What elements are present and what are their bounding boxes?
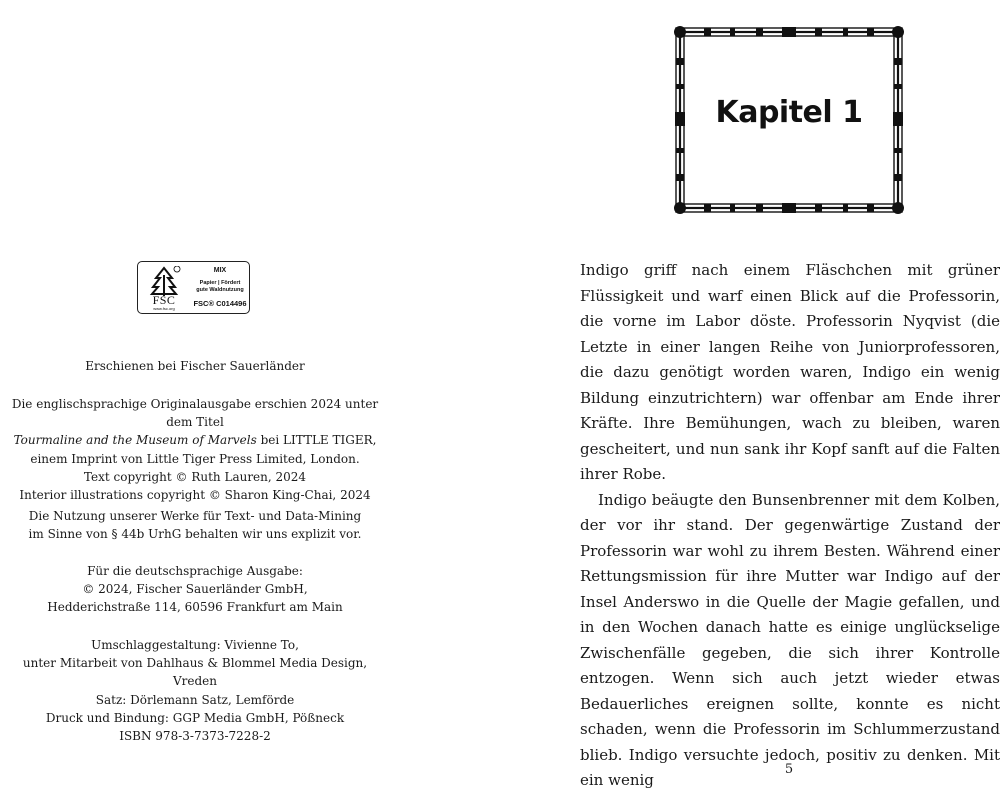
isbn: ISBN 978-3-7373-7228-2 — [119, 729, 271, 744]
body-text — [580, 258, 1000, 794]
german-edition-line-1: Für die deutschsprachige Ausgabe: — [87, 564, 303, 578]
tdm-line-1: Die Nutzung unserer Werke für Text- und Data-Mining — [28, 509, 362, 523]
imprint-line: einem Imprint von Little Tiger Press Limited, London. — [30, 451, 360, 466]
fsc-paper-label — [192, 280, 248, 293]
original-edition-line: Die englischsprachige Originalausgabe erschien 2024 unter dem Titel — [11, 397, 379, 430]
original-title-line — [0, 431, 390, 449]
fsc-paper-line-2: gute Waldnutzung — [196, 286, 244, 293]
original-edition-block — [0, 395, 390, 504]
fsc-logo — [137, 261, 250, 314]
paragraph-1: Indigo griff nach einem Fläschchen mit grüner Flüssigkeit und warf einen Blick auf die Professorin, die vorne im Labor döste. Professorin Nyqvist (die Letzte in einer langen Reihe von Juniorprofessoren, die dazu genötigt worden waren, Indigo ein wenig Bildung einzutrichtern) war offenbar am Ende ihrer Kräfte. Ihre Bemühungen, wach zu bleiben, waren gescheitert, und nun sank ihr Kopf sanft auf die Falten ihrer Robe. — [580, 261, 1000, 483]
printing: Druck und Bindung: GGP Media GmbH, Pößneck — [45, 710, 345, 725]
tdm-notice — [0, 507, 390, 543]
fsc-mix-label: MIX — [213, 267, 227, 274]
cover-design: Umschlaggestaltung: Vivienne To, — [91, 638, 299, 652]
original-title: Tourmaline and the Museum of Marvels — [13, 433, 257, 448]
tdm-line-2: im Sinne von § 44b UrhG behalten wir uns explizit vor. — [28, 527, 362, 542]
publisher-text: Erschienen bei Fischer Sauerländer — [85, 359, 305, 373]
original-publisher: bei LITTLE TIGER, — [256, 433, 377, 448]
fsc-mark: FSC — [152, 293, 176, 307]
paragraph-2: Indigo beäugte den Bunsenbrenner mit dem Kolben, der vor ihr stand. Der gegenwärtige Zustand der Professorin war wohl zu ihrem Besten. Während einer Rettungsmission für ihre Mutter war Indigo auf der Insel Anderswo in die Quelle der Magie gefallen, und in den Wochen danach hatte es einige unglückselige Zwischenfälle gegeben, die sich ihrer Kontrolle entzogen. Wenn sich auch jetzt wieder etwas Bedauerliches ereignen sollte, konnte es nicht schaden, wenn die Professorin im Schlummerzustand blieb. Indigo versuchte jedoch, positiv zu denken. Mit ein wenig — [580, 490, 1000, 789]
publisher-line — [0, 357, 390, 375]
german-edition-line-2: © 2024, Fischer Sauerländer GmbH, — [82, 582, 308, 597]
text-copyright: Text copyright © Ruth Lauren, 2024 — [83, 469, 307, 484]
typesetting: Satz: Dörlemann Satz, Lemförde — [95, 692, 295, 707]
fsc-website: www.fsc.org — [153, 306, 175, 311]
fsc-paper-line-1: Papier | Fördert — [199, 280, 241, 286]
right-page — [500, 0, 1000, 800]
page-number: 5 — [784, 762, 794, 777]
credits-block — [0, 636, 390, 745]
illustration-copyright: Interior illustrations copyright © Sharon King-Chai, 2024 — [19, 488, 371, 503]
chapter-title: Kapitel 1 — [715, 95, 863, 130]
german-edition-line-3: Hedderichstraße 114, 60596 Frankfurt am Main — [47, 600, 343, 615]
german-edition-block — [0, 562, 390, 617]
fsc-code: FSC® C014496 — [193, 299, 247, 308]
cover-collaboration: unter Mitarbeit von Dahlhaus & Blommel Media Design, Vreden — [22, 656, 368, 689]
